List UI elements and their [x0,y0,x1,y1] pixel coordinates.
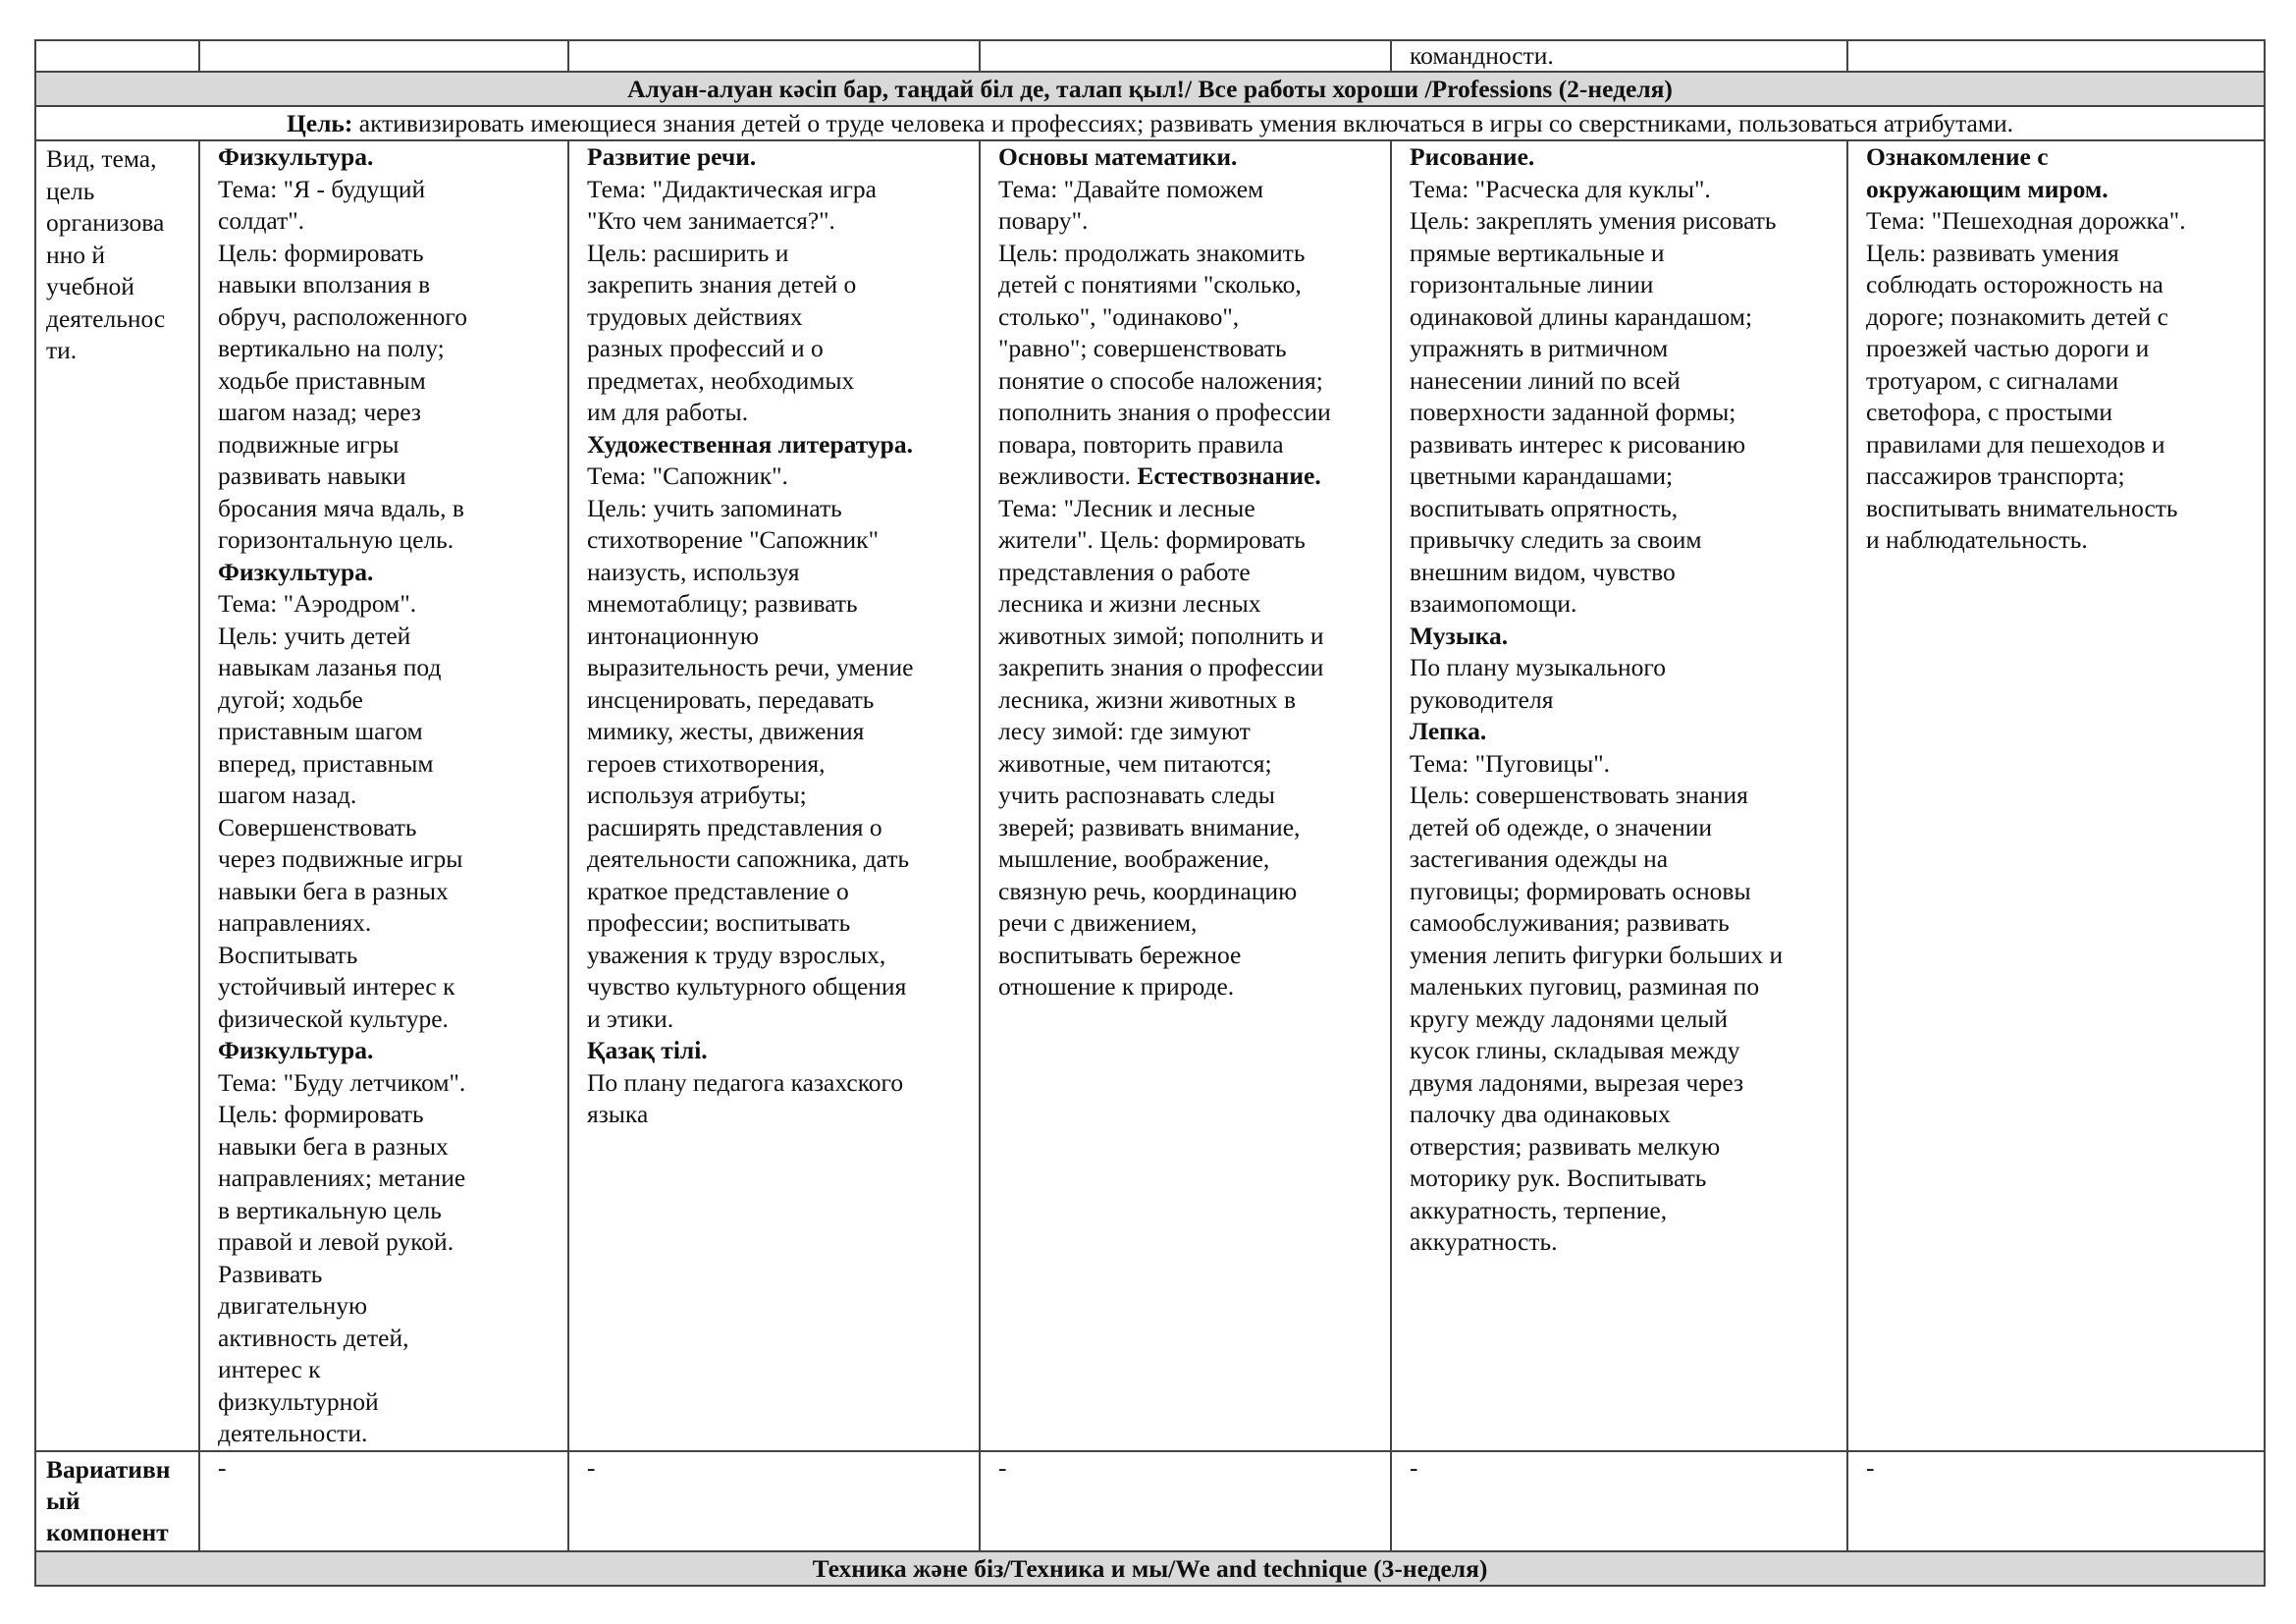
activity-text-line: Развивать [218,1259,323,1288]
subject-heading: Музыка. [1410,621,1509,650]
activity-text-line: "Кто чем занимается?". [587,206,835,235]
row-label-line: организова [46,208,165,237]
activity-text-line: выразительность речи, умение [587,653,914,681]
activity-text-line: детей с понятиями "сколько, [998,270,1302,298]
activity-text-line: цветными карандашами; [1410,461,1674,490]
activity-cell-thu [1391,140,1847,1451]
row-label-line: Вид, тема, [46,144,157,173]
activity-text-line: нанесении линий по всей [1410,365,1681,395]
activity-text-line: Тема: "Аэродром". [218,589,417,618]
activity-text-line: Цель: продолжать знакомить [998,238,1306,267]
activities-row [35,140,2265,1451]
activity-text-line: правой и левой рукой. [218,1227,454,1256]
activity-text-line: стихотворение "Сапожник" [587,525,879,554]
activity-cell-fri [1847,140,2265,1451]
activity-text-line: палочку два одинаковых [1410,1100,1671,1128]
activity-text-line: повара, повторить правила [998,429,1284,459]
activity-text-line: предметах, необходимых [587,365,855,395]
activity-text-line: деятельности сапожника, дать [587,844,910,873]
activity-text-line: приставным шагом [218,717,423,745]
activity-text-line: тротуаром, с сигналами [1866,365,2119,395]
text-fragment: вежливости. [998,461,1138,490]
goal-cell [35,106,2265,140]
activity-text-line: столько", "одинаково", [998,301,1240,331]
activity-text-line: инсценировать, передавать [587,684,875,714]
goal-row [35,106,2265,140]
activity-text-line: Цель: формировать [218,1100,424,1128]
activity-text-line: Цель: закреплять умения рисовать [1410,206,1777,235]
activity-text-line: проезжей частью дороги и [1866,334,2150,362]
activity-text-line: Цель: совершенствовать знания [1410,781,1748,809]
activity-text-line: вперед, приставным [218,748,434,778]
activity-text-line: деятельности. [218,1419,368,1447]
activity-text-line: привычку следить за своим [1410,525,1702,554]
activity-text-line: зверей; развивать внимание, [998,812,1301,841]
variative-value: - [568,1451,980,1551]
activity-text-line: моторику рук. Воспитывать [1410,1164,1707,1192]
activity-text-line: и этики. [587,1003,674,1033]
activity-text-line: Цель: формировать [218,238,424,267]
activity-text-line: шагом назад; через [218,398,421,426]
subject-heading: Развитие речи. [587,142,757,171]
goal-label: Цель: [286,109,353,137]
activity-text-line: подвижные игры [218,429,400,459]
activity-text-line: развивать навыки [218,461,406,490]
activity-text-line: Цель: расширить и [587,238,789,267]
activity-text-line: навыкам лазанья под [218,653,442,681]
activity-text-line: мнемотаблицу; развивать [587,589,858,618]
activity-text-line: физической культуре. [218,1003,449,1033]
activity-text-line: наизусть, используя [587,557,800,586]
variative-row [35,1451,2265,1551]
activity-text-line: краткое представление о [587,876,849,905]
activity-text-line: развивать интерес к рисованию [1410,429,1746,459]
activity-text-line: связную речь, координацию [998,876,1298,905]
activity-text-line: пуговицы; формировать основы [1410,876,1751,905]
activity-text-line: аккуратность. [1410,1227,1558,1256]
variative-label-cell [35,1451,199,1551]
subject-heading: Художественная литература. [587,429,913,459]
row-label-line: ти. [46,336,78,364]
week2-title: Алуан-алуан кәсіп бар, таңдай біл де, талап қыл!/ Все работы хороши /Professions (2-неделя) [35,72,2265,106]
activity-text-line: трудовых действиях [587,301,803,331]
activity-text-line: воспитывать бережное [998,940,1242,969]
activity-text-line: правилами для пешеходов и [1866,429,2165,459]
activity-text-line: направлениях; метание [218,1164,466,1192]
activity-text-line: лесу зимой: где зимуют [998,717,1251,745]
subject-heading: Физкультура. [218,142,374,171]
activity-text-line: профессии; воспитывать [587,908,851,937]
activity-text-line: дугой; ходьбе [218,684,363,714]
activity-text-line: горизонтальные линии [1410,270,1654,298]
activity-text-line: мышление, воображение, [998,844,1270,873]
activity-cell-tue [568,140,980,1451]
table-cell [199,40,568,72]
activity-text-line: отверстия; развивать мелкую [1410,1131,1721,1161]
activity-text-line: лесника, жизни животных в [998,684,1296,714]
subject-heading: Рисование. [1410,142,1535,171]
table-cell [35,40,199,72]
table-cell [1847,40,2265,72]
activity-text-line: Тема: "Дидактическая игра [587,174,877,203]
activity-text-line: навыки бега в разных [218,1131,449,1161]
activity-text-line: повару". [998,206,1089,235]
variative-value: - [980,1451,1391,1551]
activity-text-line: жители". Цель: формировать [998,525,1306,554]
variative-value: - [199,1451,568,1551]
activity-text-line: маленьких пуговиц, разминая по [1410,972,1760,1001]
activity-cell-mon [199,140,568,1451]
activity-text-line: им для работы. [587,398,749,426]
activity-text-line: Воспитывать [218,940,358,969]
activity-text-line: уважения к труду взрослых, [587,940,886,969]
row-label-line: нно й [46,240,106,269]
row-label-line: деятельнос [46,303,166,333]
subject-heading: Физкультура. [218,557,374,586]
goal-text: активизировать имеющиеся знания детей о труде человека и профессиях; развивать умения включаться в игры со сверстниками, пользоваться атрибутами. [352,109,2014,137]
activity-text-line: воспитывать опрятность, [1410,493,1679,522]
row-label-line: учебной [46,272,134,300]
subject-heading: Қазақ тілі. [587,1036,708,1064]
activity-text-line: языка [587,1100,649,1128]
variative-label-line: компонент [46,1517,169,1546]
activity-text-line: устойчивый интерес к [218,972,455,1001]
activity-text-line: самообслуживания; развивать [1410,908,1730,937]
document-page [34,39,2264,1587]
activity-text-line: расширять представления о [587,812,882,841]
subject-heading: Физкультура. [218,1036,374,1064]
activity-text-line: учить распознавать следы [998,781,1275,809]
activity-text-line: в вертикальную цель [218,1195,442,1224]
activity-text-line: аккуратность, терпение, [1410,1195,1668,1224]
row-label-cell [35,140,199,1451]
activity-text-line: соблюдать осторожность на [1866,270,2163,298]
activity-text-line: животных зимой; пополнить и [998,621,1324,650]
activity-text-line: кругу между ладонями целый [1410,1003,1729,1033]
activity-text-line: вертикально на полу; [218,334,445,362]
activity-text-line: закрепить знания о профессии [998,653,1324,681]
activity-text-line: прямые вертикальные и [1410,238,1665,267]
activity-text-line: внешним видом, чувство [1410,557,1676,586]
activity-text-line: Тема: "Сапожник". [587,461,788,490]
activity-text-line: Цель: учить запоминать [587,493,842,522]
activity-text-line: воспитывать внимательность [1866,493,2178,522]
activity-text-line: солдат". [218,206,305,235]
activity-text-line: пассажиров транспорта; [1866,461,2125,490]
weekly-plan-table [34,39,2266,1587]
activity-text-line: шагом назад. [218,781,357,809]
week-header-row [35,72,2265,106]
mixed-line [998,460,1372,493]
activity-text-line: горизонтальную цель. [218,525,454,554]
activity-text-line: детей об одежде, о значении [1410,812,1713,841]
activity-text-line: застегивания одежды на [1410,844,1669,873]
activity-text-line: светофора, с простыми [1866,398,2113,426]
subject-heading: Лепка. [1410,717,1487,745]
activity-text-line: Тема: "Пешеходная дорожка". [1866,206,2186,235]
activity-text-line: отношение к природе. [998,972,1235,1001]
activity-text-line: пополнить знания о профессии [998,398,1331,426]
variative-label-line: Вариативн [46,1454,171,1484]
activity-text-line: Тема: "Пуговицы". [1410,748,1611,778]
activity-text-line: животные, чем питаются; [998,748,1272,778]
activity-text-line: Совершенствовать [218,812,417,841]
activity-text-line: Тема: "Давайте поможем [998,174,1264,203]
week-header-row [35,1551,2265,1586]
activity-text-line: и наблюдательность. [1866,525,2088,554]
activity-text-line: активность детей, [218,1323,409,1352]
activity-text-line: двигательную [218,1291,368,1320]
activity-text-line: одинаковой длины карандашом; [1410,301,1753,331]
activity-text-line: По плану музыкального [1410,653,1666,681]
activity-text-line: речи с движением, [998,908,1198,937]
activity-text-line: кусок глины, складывая между [1410,1036,1740,1064]
activity-text-line: закрепить знания детей о [587,270,857,298]
activity-text-line: дороге; познакомить детей с [1866,301,2168,331]
activity-text-line: разных профессий и о [587,334,824,362]
activity-text-line: "равно"; совершенствовать [998,334,1287,362]
activity-text-line: направлениях. [218,908,372,937]
activity-text-line: Тема: "Расческа для куклы". [1410,174,1711,203]
activity-text-line: умения лепить фигурки больших и [1410,940,1784,969]
activity-text-line: По плану педагога казахского [587,1067,904,1097]
subject-heading: Естествознание. [1137,461,1321,490]
activity-text-line: бросания мяча вдаль, в [218,493,464,522]
variative-label-line: ый [46,1486,80,1515]
activity-text-line: навыки вползания в [218,270,431,298]
activity-text-line: через подвижные игры [218,844,463,873]
activity-text-line: руководителя [1410,684,1554,714]
activity-text-line: двумя ладонями, вырезая через [1410,1067,1744,1097]
activity-text-line: героев стихотворения, [587,748,826,778]
table-cell [568,40,980,72]
table-cell [980,40,1391,72]
activity-text-line: интерес к [218,1355,321,1383]
activity-text-line: физкультурной [218,1386,379,1416]
activity-text-line: Тема: "Лесник и лесные [998,493,1255,522]
activity-text-line: поверхности заданной формы; [1410,398,1736,426]
activity-text-line: лесника и жизни лесных [998,589,1261,618]
activity-text-line: представления о работе [998,557,1251,586]
activity-text-line: Цель: развивать умения [1866,238,2119,267]
subject-heading: окружающим миром. [1866,174,2109,203]
row-label-line: цель [46,176,95,205]
activity-text-line: мимику, жесты, движения [587,717,865,745]
activity-text-line: обруч, расположенного [218,301,467,331]
activity-text-line: чувство культурного общения [587,972,907,1001]
activity-text-line: Тема: "Буду летчиком". [218,1067,466,1097]
activity-text-line: понятие о способе наложения; [998,365,1323,395]
activity-text-line: Цель: учить детей [218,621,411,650]
activity-cell-wed [980,140,1391,1451]
continued-text-cell: командности. [1391,40,1847,72]
activity-text-line: навыки бега в разных [218,876,449,905]
activity-text-line: ходьбе приставным [218,365,426,395]
week3-title: Техника және біз/Техника и мы/We and technique (3-неделя) [35,1551,2265,1586]
activity-text-line: Тема: "Я - будущий [218,174,426,203]
variative-value: - [1391,1451,1847,1551]
subject-heading: Основы математики. [998,142,1238,171]
subject-heading: Ознакомление с [1866,142,2049,171]
activity-text-line: используя атрибуты; [587,781,807,809]
activity-text-line: взаимопомощи. [1410,589,1577,618]
table-row [35,40,2265,72]
activity-text-line: упражнять в ритмичном [1410,334,1669,362]
activity-text-line: интонационную [587,621,759,650]
variative-value: - [1847,1451,2265,1551]
